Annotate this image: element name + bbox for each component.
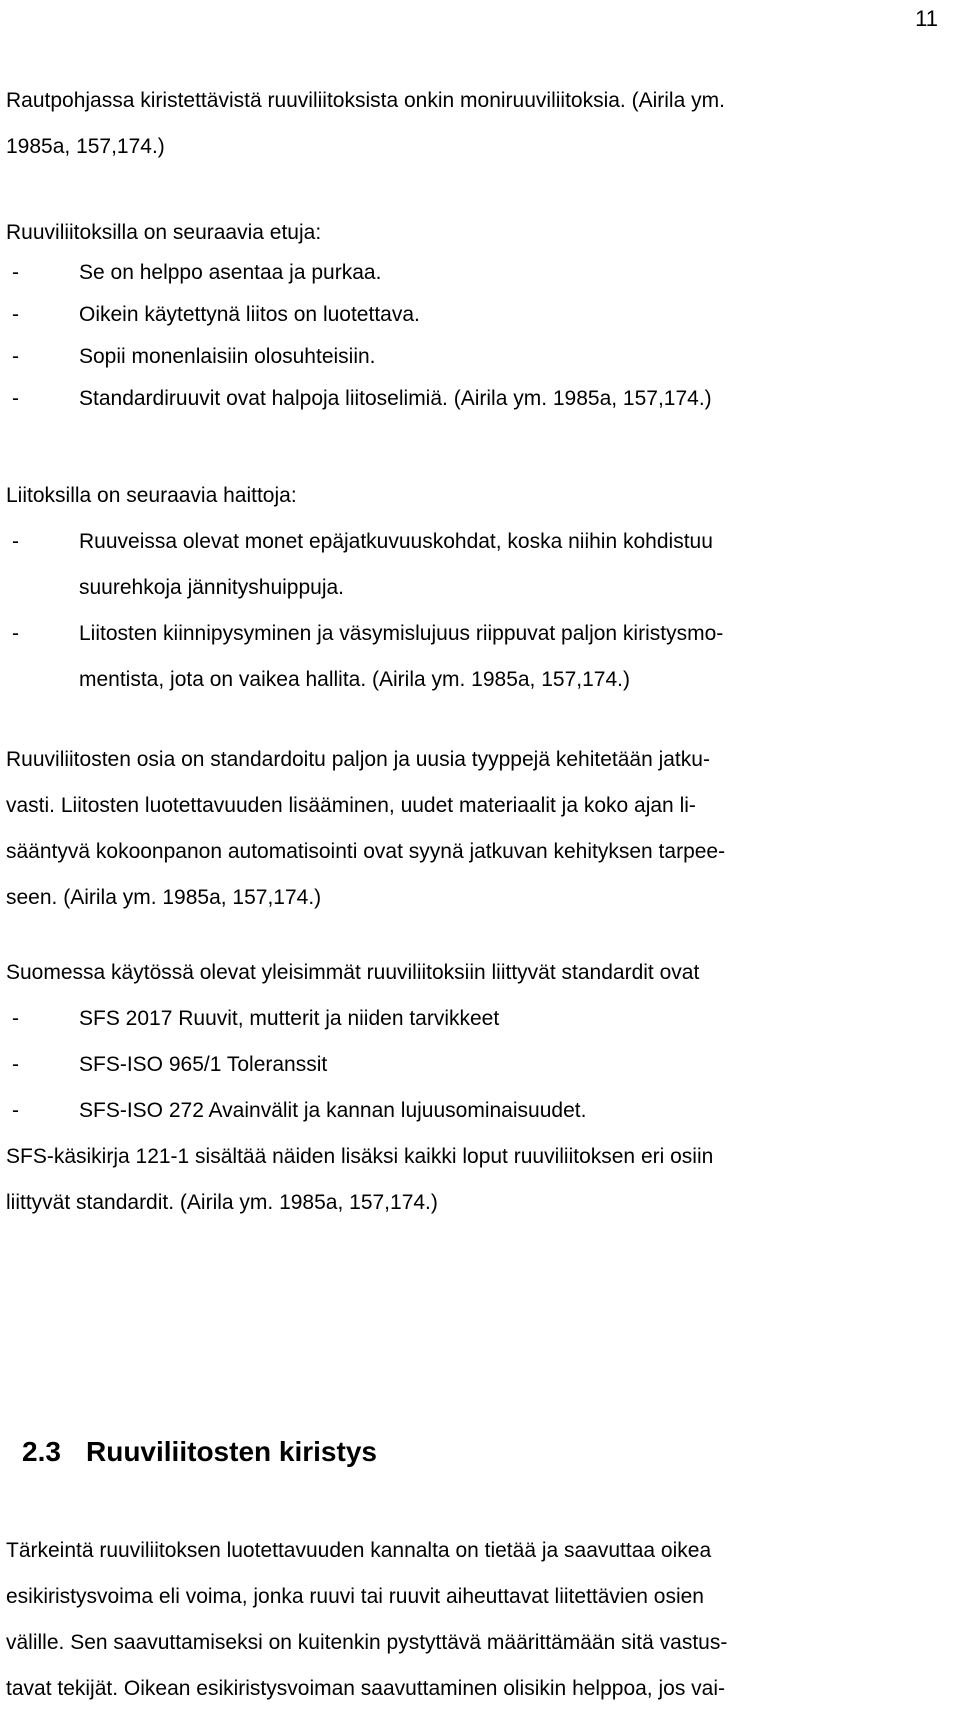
section-title: Ruuviliitosten kiristys <box>86 1436 377 1467</box>
list-item <box>6 1088 713 1134</box>
list-item-text: Sopii monenlaisiin olosuhteisiin. <box>79 345 376 368</box>
text-line: Ruuviliitosten osia on standardoitu paljon ja uusia tyyppejä kehitetään jatku- <box>6 748 710 771</box>
list-item-text: Standardiruuvit ovat halpoja liitoselimiä. (Airila ym. 1985a, 157,174.) <box>79 387 712 410</box>
list-item <box>6 611 723 657</box>
text-line: välille. Sen saavuttamiseksi on kuitenkin pystyttävä määrittämään sitä vastus- <box>6 1631 728 1654</box>
text-line: sääntyvä kokoonpanon automatisointi ovat syynä jatkuvan kehityksen tarpee- <box>6 840 726 863</box>
text-line: liittyvät standardit. (Airila ym. 1985a, 157,174.) <box>6 1191 438 1214</box>
list-item-continuation <box>6 657 723 703</box>
list-item-text: Ruuveissa olevat monet epäjatkuvuuskohdat, koska niihin kohdistuu <box>79 530 713 553</box>
standards-intro: Suomessa käytössä olevat yleisimmät ruuviliitoksiin liittyvät standardit ovat <box>6 961 700 984</box>
section-heading <box>22 1432 377 1472</box>
page-number: 11 <box>915 6 938 31</box>
list-dash: - <box>12 1099 19 1122</box>
list-item-text: Se on helppo asentaa ja purkaa. <box>79 261 382 284</box>
list-item-text: Oikein käytettynä liitos on luotettava. <box>79 303 420 326</box>
list-dash: - <box>12 387 19 410</box>
list-item-text: mentista, jota on vaikea hallita. (Airila ym. 1985a, 157,174.) <box>79 668 630 691</box>
list-item <box>6 336 712 378</box>
text-line: 1985a, 157,174.) <box>6 135 165 158</box>
paragraph-tightening <box>6 1528 727 1712</box>
list-dash: - <box>12 303 19 326</box>
list-item-continuation <box>6 565 723 611</box>
list-item-text: Liitosten kiinnipysyminen ja väsymislujuus riippuvat paljon kiristysmo- <box>79 622 724 645</box>
advantages-list <box>6 252 712 420</box>
section-number: 2.3 <box>22 1436 61 1467</box>
list-item <box>6 294 712 336</box>
text-line: vasti. Liitosten luotettavuuden lisääminen, uudet materiaalit ja koko ajan li- <box>6 794 696 817</box>
list-item <box>6 996 713 1042</box>
paragraph-rautpohja <box>6 78 725 170</box>
list-item <box>6 378 712 420</box>
disadvantages-intro: Liitoksilla on seuraavia haittoja: <box>6 484 297 507</box>
advantages-section <box>6 210 321 256</box>
paragraph-standardization <box>6 737 725 921</box>
list-item-text: SFS-ISO 965/1 Toleranssit <box>79 1053 328 1076</box>
text-line: SFS-käsikirja 121-1 sisältää näiden lisäksi kaikki loput ruuviliitoksen eri osiin <box>6 1145 714 1168</box>
list-dash: - <box>12 530 19 553</box>
list-item <box>6 519 723 565</box>
list-item-text: SFS 2017 Ruuvit, mutterit ja niiden tarvikkeet <box>79 1007 500 1030</box>
list-dash: - <box>12 1053 19 1076</box>
list-item <box>6 252 712 294</box>
advantages-intro: Ruuviliitoksilla on seuraavia etuja: <box>6 221 322 244</box>
list-dash: - <box>12 261 19 284</box>
list-dash: - <box>12 345 19 368</box>
standards-section <box>6 950 713 1226</box>
disadvantages-section <box>6 473 723 703</box>
list-item <box>6 1042 713 1088</box>
text-line: esikiristysvoima eli voima, jonka ruuvi tai ruuvit aiheuttavat liitettävien osien <box>6 1585 704 1608</box>
text-line: Rautpohjassa kiristettävistä ruuviliitoksista onkin moniruuviliitoksia. (Airila ym. <box>6 89 725 112</box>
list-item-text: SFS-ISO 272 Avainvälit ja kannan lujuusominaisuudet. <box>79 1099 587 1122</box>
text-line: tavat tekijät. Oikean esikiristysvoiman saavuttaminen olisikin helppoa, jos vai- <box>6 1677 725 1700</box>
list-dash: - <box>12 1007 19 1030</box>
text-line: seen. (Airila ym. 1985a, 157,174.) <box>6 886 322 909</box>
list-item-text: suurehkoja jännityshuippuja. <box>79 576 345 599</box>
text-line: Tärkeintä ruuviliitoksen luotettavuuden kannalta on tietää ja saavuttaa oikea <box>6 1539 712 1562</box>
list-dash: - <box>12 622 19 645</box>
